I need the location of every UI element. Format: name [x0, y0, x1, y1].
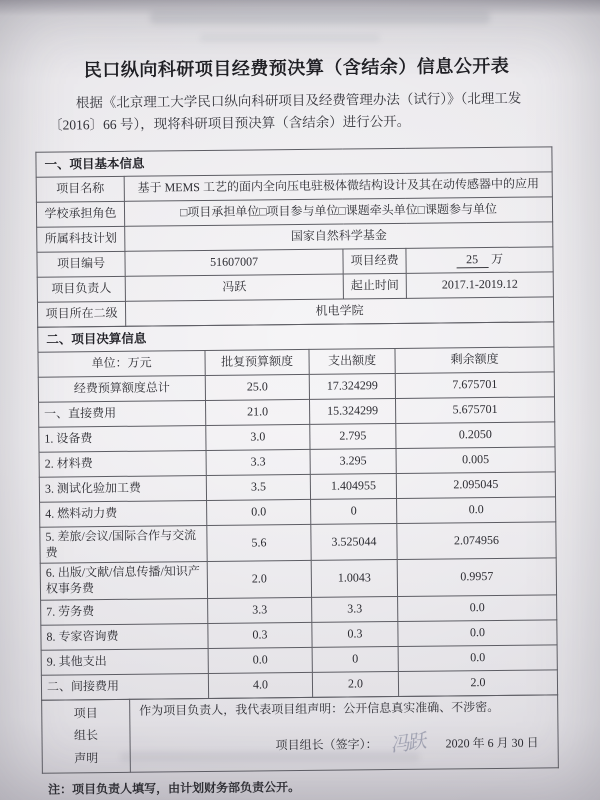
field-label-project-leader: 项目负责人: [37, 277, 125, 303]
approved-budget-value: 21.0: [206, 400, 310, 426]
section-title-settlement: 二、项目决算信息: [38, 322, 554, 352]
declaration-side-label: [42, 699, 131, 773]
field-value-department: 机电学院: [125, 297, 553, 326]
remaining-value: 0.005: [396, 447, 555, 474]
spent-value: 0: [312, 646, 398, 672]
remaining-value: 0.0: [398, 594, 557, 621]
spent-value: 3.525044: [311, 524, 397, 561]
column-header-remaining: 剩余额度: [395, 347, 554, 374]
signature-row: [275, 731, 548, 759]
remaining-value: 0.2050: [396, 422, 555, 449]
expense-category: 6. 出版/文献/信息传播/知识产权事务费: [40, 562, 207, 600]
signature-date: 2020 年 6 月 30 日: [445, 735, 539, 751]
declaration-statement: 作为项目负责人，我代表项目组声明：公开信息真实准确、不涉密。: [139, 699, 500, 718]
expense-category: 5. 差旅/会议/国际合作与交流费: [40, 526, 207, 564]
column-header-unit: 单位：万元: [38, 351, 205, 378]
field-value-project-number: 51607007: [125, 249, 343, 276]
approved-budget-value: 4.0: [208, 672, 312, 698]
approved-budget-value: 0.3: [208, 622, 312, 648]
expense-category: 9. 其他支出: [41, 648, 208, 675]
spent-value: 15.324299: [309, 399, 395, 425]
field-value-project-leader: 冯跃: [125, 274, 343, 301]
declaration-side-line: 组长: [73, 728, 99, 743]
settlement-table: [37, 322, 558, 701]
remaining-value: 0.0: [398, 619, 557, 646]
remaining-value: 2.095045: [396, 472, 555, 499]
field-label-period: 起止时间: [343, 274, 406, 300]
declaration-side-line: 项目: [73, 705, 98, 720]
project-budget-unit: 万: [490, 251, 504, 266]
footnote: 注：项目负责人填写，由计划财务部负责公开。: [47, 779, 301, 797]
approved-budget-value: 0.0: [208, 647, 312, 673]
expense-category: 8. 专家咨询费: [41, 623, 208, 650]
remaining-value: 0.0: [398, 644, 557, 671]
remaining-value: 2.0: [398, 669, 557, 696]
expense-category: 4. 燃料动力费: [40, 501, 207, 528]
remaining-value: 2.074956: [397, 522, 556, 560]
approved-budget-value: 2.0: [207, 561, 311, 598]
section-title-basic: 一、项目基本信息: [36, 147, 552, 177]
spent-value: 3.295: [310, 449, 396, 475]
sign-label: 项目组长（签字）：: [275, 736, 378, 752]
expense-category: 二、间接费用: [41, 673, 208, 700]
expense-category: 2. 材料费: [39, 451, 206, 478]
approved-budget-value: 0.0: [207, 500, 311, 526]
settlement-row: [40, 522, 556, 564]
basic-info-table: [35, 147, 554, 328]
expense-category: 3. 测试化验加工费: [39, 476, 206, 503]
column-header-spent: 支出额度: [309, 349, 395, 375]
spent-value: 0.3: [312, 621, 398, 647]
field-label-project-budget: 项目经费: [343, 249, 406, 275]
field-value-project-budget: [406, 247, 553, 274]
expense-category: 经费预算额度总计: [38, 376, 205, 403]
column-header-approved-budget: 批复预算额度: [205, 350, 309, 376]
spent-value: 17.324299: [309, 374, 395, 400]
spent-value: 3.3: [312, 596, 398, 622]
declaration-table: [41, 694, 559, 774]
approved-budget-value: 25.0: [205, 375, 309, 401]
approved-budget-value: 3.3: [208, 597, 312, 623]
field-label-project-name: 项目名称: [36, 177, 124, 203]
field-label-program: 所属科技计划: [37, 227, 125, 253]
spent-value: 2.0: [312, 671, 398, 697]
expense-category: 一、直接费用: [39, 401, 206, 428]
field-label-school-role: 学校承担角色: [36, 202, 124, 228]
project-budget-amount: 25: [456, 252, 488, 269]
signature-scrawl: 冯跃: [391, 730, 427, 757]
spent-value: 1.0043: [311, 560, 397, 597]
field-value-program: 国家自然科学基金: [125, 222, 553, 251]
intro-paragraph: 根据《北京理工大学民口纵向科研项目及经费管理办法（试行）》（北理工发〔2016〕66 号），现将科研项目预决算（含结余）进行公开。: [49, 90, 522, 133]
declaration-body: [130, 694, 559, 772]
remaining-value: 0.0: [397, 497, 556, 524]
spent-value: 1.404955: [310, 474, 396, 500]
field-label-project-number: 项目编号: [37, 252, 125, 278]
spent-value: 0: [311, 499, 397, 525]
expense-category: 1. 设备费: [39, 426, 206, 453]
declaration-row: [42, 694, 559, 773]
field-label-department: 项目所在二级: [37, 302, 125, 328]
field-value-school-role-checkboxes: □项目承担单位□项目参与单位□课题牵头单位□课题参与单位: [124, 197, 552, 226]
expense-category: 7. 劳务费: [41, 598, 208, 625]
spent-value: 2.795: [310, 424, 396, 450]
approved-budget-value: 3.0: [206, 425, 310, 451]
field-value-period: 2017.1-2019.12: [406, 272, 553, 299]
remaining-value: 0.9957: [397, 558, 556, 596]
remaining-value: 7.675701: [395, 372, 554, 399]
page-title: 民口纵向科研项目经费预决算（含结余）信息公开表: [83, 55, 510, 81]
field-value-project-name: 基于 MEMS 工艺的面内全向压电驻极体微结构设计及其在动传感器中的应用: [124, 172, 552, 201]
settlement-row: [40, 558, 556, 600]
approved-budget-value: 3.5: [206, 475, 310, 501]
approved-budget-value: 3.3: [206, 450, 310, 476]
declaration-side-line: 声明: [74, 751, 99, 766]
remaining-value: 5.675701: [395, 397, 554, 424]
approved-budget-value: 5.6: [207, 525, 311, 562]
